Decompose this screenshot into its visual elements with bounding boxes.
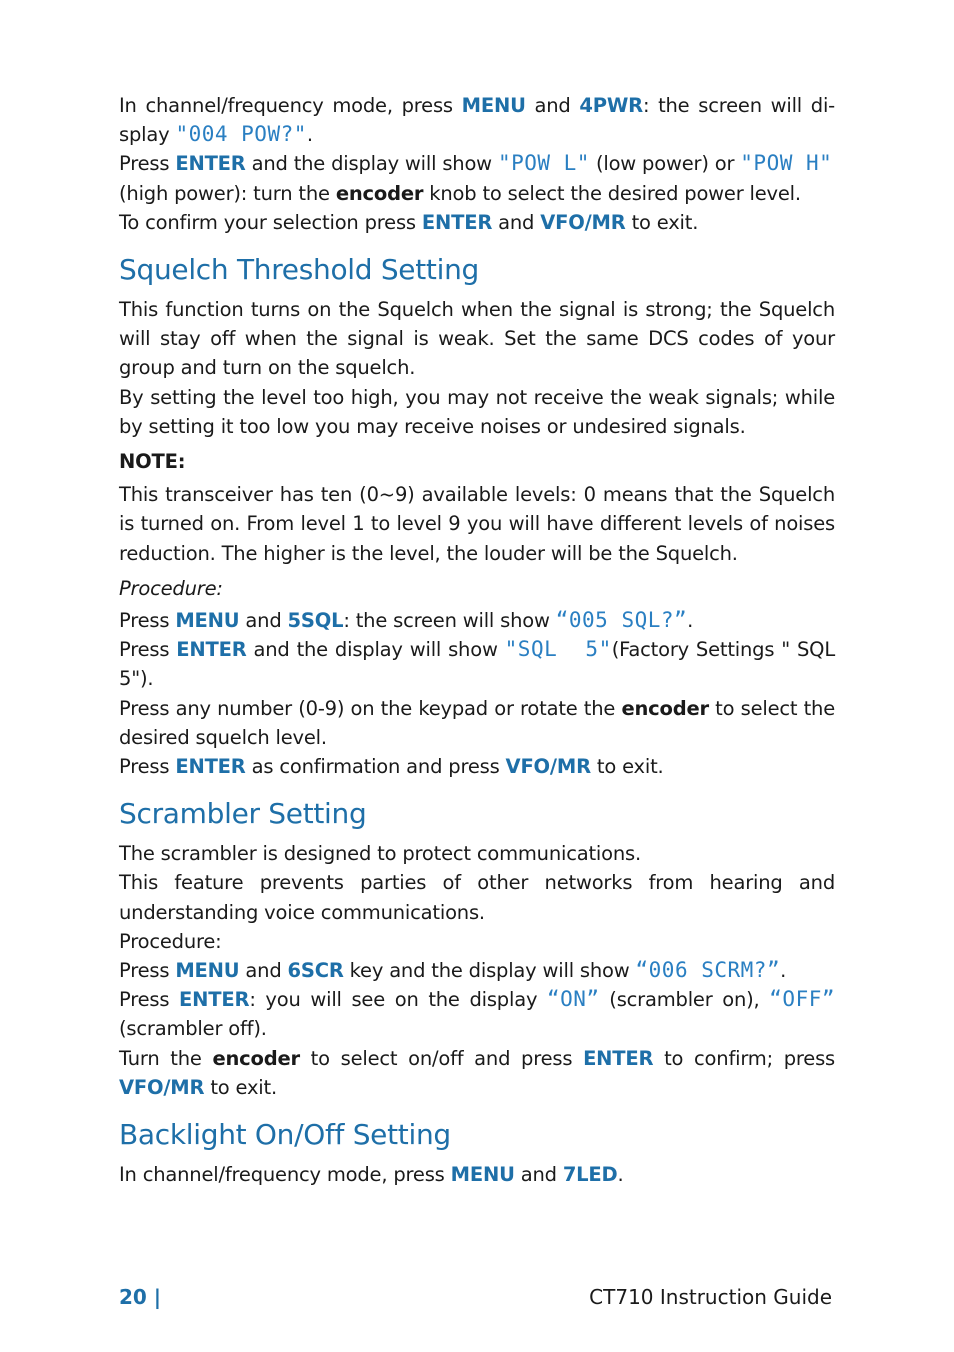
intro-line xyxy=(119,208,835,237)
lcd-display: "SQL 5" xyxy=(504,637,612,662)
text: and xyxy=(239,609,288,633)
procedure-label: Procedure: xyxy=(119,576,223,600)
squelch-step-4 xyxy=(119,752,835,781)
text: . xyxy=(687,609,694,633)
text: (scrambler off). xyxy=(119,1017,267,1041)
enter-key: ENTER xyxy=(421,210,493,234)
text: Press any number (0-9) on the keypad or rotate the xyxy=(119,696,622,720)
text: key and the display will show xyxy=(343,959,636,983)
encoder-word: encoder xyxy=(621,696,709,720)
lcd-display: "POW H" xyxy=(740,151,833,176)
squelch-step-2 xyxy=(119,635,835,693)
page-content xyxy=(119,86,835,1189)
intro-line xyxy=(119,91,835,120)
text: (low power) or xyxy=(589,152,741,176)
guide-title: CT710 Instruction Guide xyxy=(589,1285,832,1309)
pwr-key: 4PWR xyxy=(579,94,643,117)
scrambler-step-2 xyxy=(119,985,835,1043)
text: and xyxy=(492,210,541,234)
text: . xyxy=(617,1163,624,1187)
squelch-para-1: This function turns on the Squelch when the signal is strong; the Squelch will stay off when the signal is weak. Set the same DCS codes of your group and turn on the squelch. xyxy=(119,298,835,380)
enter-key: ENTER xyxy=(175,152,246,176)
menu-key: MENU xyxy=(450,1163,515,1187)
squelch-step-1 xyxy=(119,606,835,635)
scrambler-step-3 xyxy=(119,1044,835,1102)
note-label: NOTE: xyxy=(119,450,186,474)
menu-key: MENU xyxy=(175,609,240,633)
squelch-heading: Squelch Threshold Setting xyxy=(119,253,479,287)
text: and xyxy=(525,94,580,117)
scrambler-procedure: Procedure: xyxy=(119,929,222,953)
backlight-step-1 xyxy=(119,1160,835,1189)
text: to exit. xyxy=(590,755,664,779)
intro-line xyxy=(119,179,835,208)
intro-line xyxy=(119,149,835,178)
intro-section xyxy=(119,91,835,237)
text: Press xyxy=(119,755,176,779)
enter-key: ENTER xyxy=(583,1046,654,1070)
text: and xyxy=(514,1163,563,1187)
text: to select on/off and press xyxy=(299,1046,584,1070)
intro-line xyxy=(119,120,835,149)
text: : the screen will di- xyxy=(642,94,835,117)
vfo-mr-key: VFO/MR xyxy=(505,755,591,779)
text: In channel/frequency mode, press xyxy=(119,1163,451,1187)
text: : you will see on the display xyxy=(249,988,547,1012)
text: . xyxy=(306,123,313,147)
enter-key: ENTER xyxy=(175,755,246,779)
menu-key: MENU xyxy=(461,94,526,117)
lcd-display: “ON” xyxy=(547,987,600,1012)
encoder-word: encoder xyxy=(335,181,424,205)
text: . xyxy=(780,959,787,983)
squelch-section xyxy=(119,295,835,781)
text: (Factory Settings " SQL 5"). xyxy=(119,638,835,691)
text: Press xyxy=(119,609,176,633)
page-number: 20 | xyxy=(119,1285,162,1309)
lcd-display: "POW L" xyxy=(497,151,590,176)
text: to exit. xyxy=(204,1075,277,1099)
text: : the screen will show xyxy=(343,609,556,633)
sql-key: 5SQL xyxy=(287,609,344,633)
text: Press xyxy=(119,959,176,983)
scr-key: 6SCR xyxy=(287,959,344,983)
text: and the display will show xyxy=(246,638,505,662)
text: Turn the xyxy=(119,1046,213,1070)
scrambler-section xyxy=(119,839,835,1102)
vfo-mr-key: VFO/MR xyxy=(540,210,626,234)
text: knob to select the desired power level. xyxy=(423,181,801,205)
text: To confirm your selection press xyxy=(119,210,422,234)
text: as confirmation and press xyxy=(245,755,506,779)
lcd-display: “006 SCRM?” xyxy=(635,958,781,983)
text: Press xyxy=(119,638,177,662)
text: splay xyxy=(119,123,176,147)
led-key: 7LED xyxy=(562,1163,618,1187)
text: and xyxy=(239,959,288,983)
scrambler-step-1 xyxy=(119,956,835,985)
encoder-word: encoder xyxy=(212,1046,300,1070)
squelch-step-3 xyxy=(119,694,835,752)
text: In channel/frequency mode, press xyxy=(119,94,462,117)
text: (scrambler on), xyxy=(599,988,770,1012)
enter-key: ENTER xyxy=(179,988,250,1012)
scrambler-heading: Scrambler Setting xyxy=(119,797,367,831)
menu-key: MENU xyxy=(175,959,240,983)
lcd-display: “005 SQL?” xyxy=(555,608,688,633)
text: Press xyxy=(119,988,180,1012)
text: and the display will show xyxy=(245,152,498,176)
lcd-display: “OFF” xyxy=(769,987,835,1012)
enter-key: ENTER xyxy=(176,638,247,662)
note-text: This transceiver has ten (0~9) available levels: 0 means that the Squelch is turned on. From level 1 to level 9 you will have different levels of noises reduction. The higher is the level, the louder will be the Squelch. xyxy=(119,483,835,565)
text: Press xyxy=(119,152,176,176)
vfo-mr-key: VFO/MR xyxy=(119,1075,205,1099)
page-footer xyxy=(119,1282,832,1312)
lcd-display: "004 POW?" xyxy=(175,122,307,147)
text: to select the desired squelch level. xyxy=(119,696,835,749)
backlight-section xyxy=(119,1160,835,1189)
text: to confirm; press xyxy=(653,1046,835,1070)
scrambler-para-1: The scrambler is designed to protect communications. xyxy=(119,842,641,866)
scrambler-para-2: This feature prevents parties of other networks from hearing and understanding voice communications. xyxy=(119,871,835,924)
text: (high power): turn the xyxy=(119,181,336,205)
text: to exit. xyxy=(625,210,699,234)
squelch-para-2: By setting the level too high, you may not receive the weak signals; while by setting it too low you may receive noises or undesired signals. xyxy=(119,385,835,438)
backlight-heading: Backlight On/Off Setting xyxy=(119,1118,451,1152)
